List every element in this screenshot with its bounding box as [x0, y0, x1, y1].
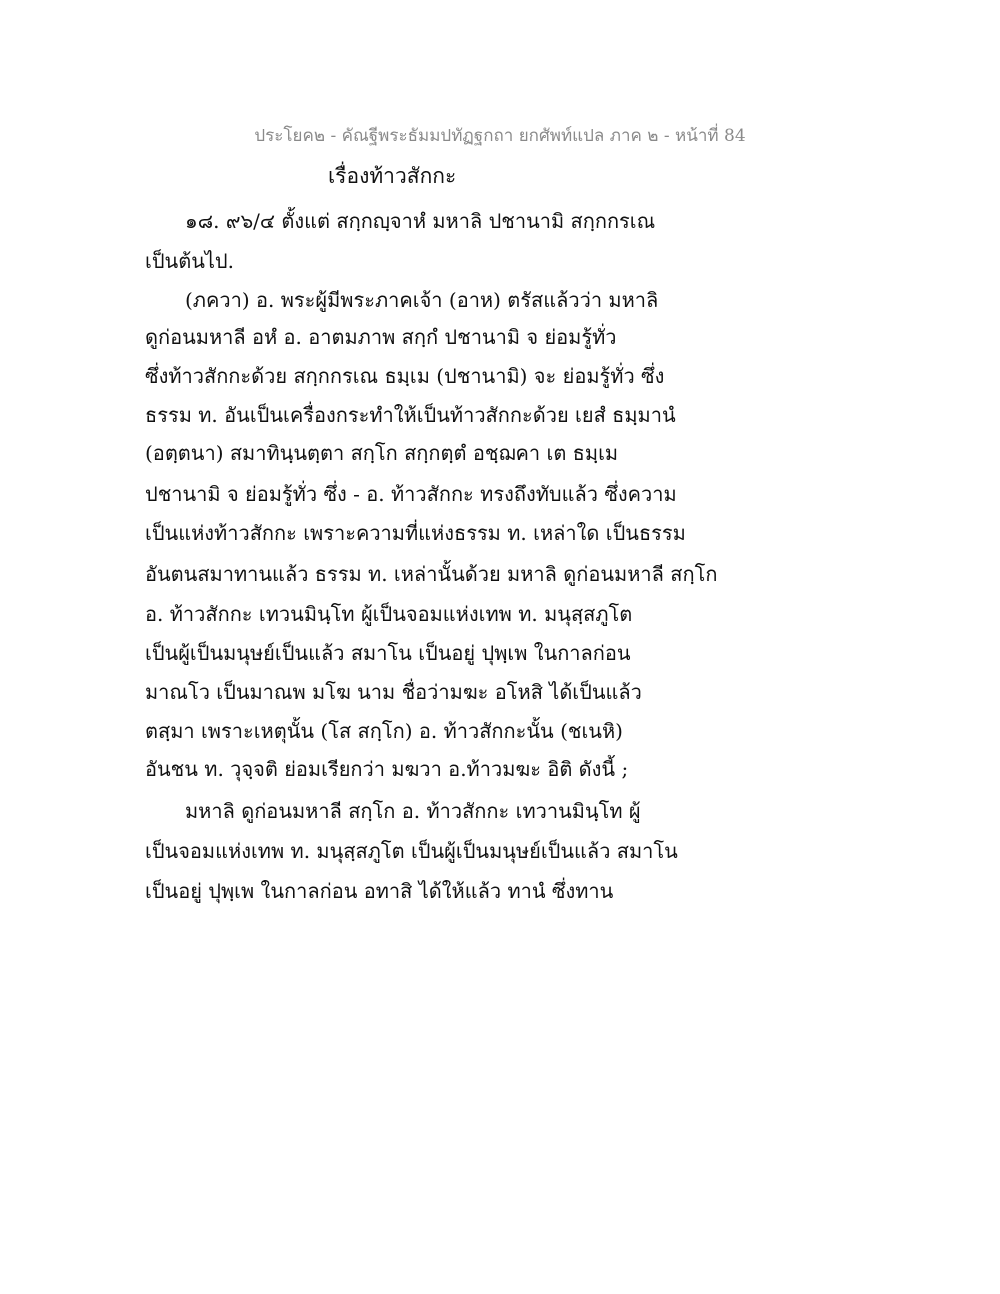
- text-line: (ภควา) อ. พระผู้มีพระภาคเจ้า (อาห) ตรัสแล้วว่า มหาลิ: [185, 288, 659, 312]
- text-line: เป็นแห่งท้าวสักกะ เพราะความที่แห่งธรรม ท. เหล่าใด เป็นธรรม: [145, 521, 686, 545]
- text-line: อันชน ท. วุจฺจติ ย่อมเรียกว่า มฆวา อ.ท้าวมฆะ อิติ ดังนี้ ;: [145, 757, 629, 781]
- text-line: มหาลิ ดูก่อนมหาลี สกฺโก อ. ท้าวสักกะ เทวานมินฺโท ผู้: [185, 799, 641, 823]
- text-line: เป็นจอมแห่งเทพ ท. มนุสฺสภูโต เป็นผู้เป็นมนุษย์เป็นแล้ว สมาโน: [145, 839, 678, 863]
- text-line: ตสฺมา เพราะเหตุนั้น (โส สกฺโก) อ. ท้าวสักกะนั้น (ชเนหิ): [145, 719, 623, 743]
- story-title: เรื่องท้าวสักกะ: [328, 164, 457, 188]
- text-line: อ. ท้าวสักกะ เทวนมินฺโท ผู้เป็นจอมแห่งเทพ ท. มนุสฺสภูโต: [145, 602, 633, 626]
- text-line: ดูก่อนมหาลี อหํ อ. อาตมภาพ สกฺกํ ปชานามิ จ ย่อมรู้ทั่ว: [145, 325, 617, 349]
- text-line: เป็นอยู่ ปุพฺเพ ในกาลก่อน อทาสิ ได้ให้แล้ว ทานํ ซึ่งทาน: [145, 879, 614, 903]
- text-line: ปชานามิ จ ย่อมรู้ทั่ว ซึ่ง - อ. ท้าวสักกะ ทรงถึงทับแล้ว ซึ่งความ: [145, 482, 677, 506]
- text-line: มาณโว เป็นมาณพ มโฆ นาม ชื่อว่ามฆะ อโหสิ ได้เป็นแล้ว: [145, 680, 642, 704]
- text-line: อันตนสมาทานแล้ว ธรรม ท. เหล่านั้นด้วย มหาลิ ดูก่อนมหาลี สกฺโก: [145, 562, 718, 586]
- text-line: เป็นผู้เป็นมนุษย์เป็นแล้ว สมาโน เป็นอยู่ ปุพฺเพ ในกาลก่อน: [145, 641, 631, 665]
- text-line: ๑๘. ๙๖/๔ ตั้งแต่ สกฺกญฺจาหํ มหาลิ ปชานามิ สกฺกกรเณ: [185, 209, 656, 233]
- text-line: เป็นต้นไป.: [145, 249, 234, 273]
- running-header: ประโยค๒ - คัณฐีพระธัมมปทัฏฐกถา ยกศัพท์แปล ภาค ๒ - หน้าที่ 84: [254, 126, 746, 146]
- text-line: (อตฺตนา) สมาทินฺนตฺตา สกฺโก สกฺกตฺตํ อชฺฌคา เต ธมฺเม: [145, 441, 619, 465]
- text-line: ธรรม ท. อันเป็นเครื่องกระทำให้เป็นท้าวสักกะด้วย เยสํ ธมฺมานํ: [145, 403, 676, 427]
- text-line: ซึ่งท้าวสักกะด้วย สกฺกกรเณ ธมฺเม (ปชานามิ) จะ ย่อมรู้ทั่ว ซึ่ง: [145, 364, 665, 388]
